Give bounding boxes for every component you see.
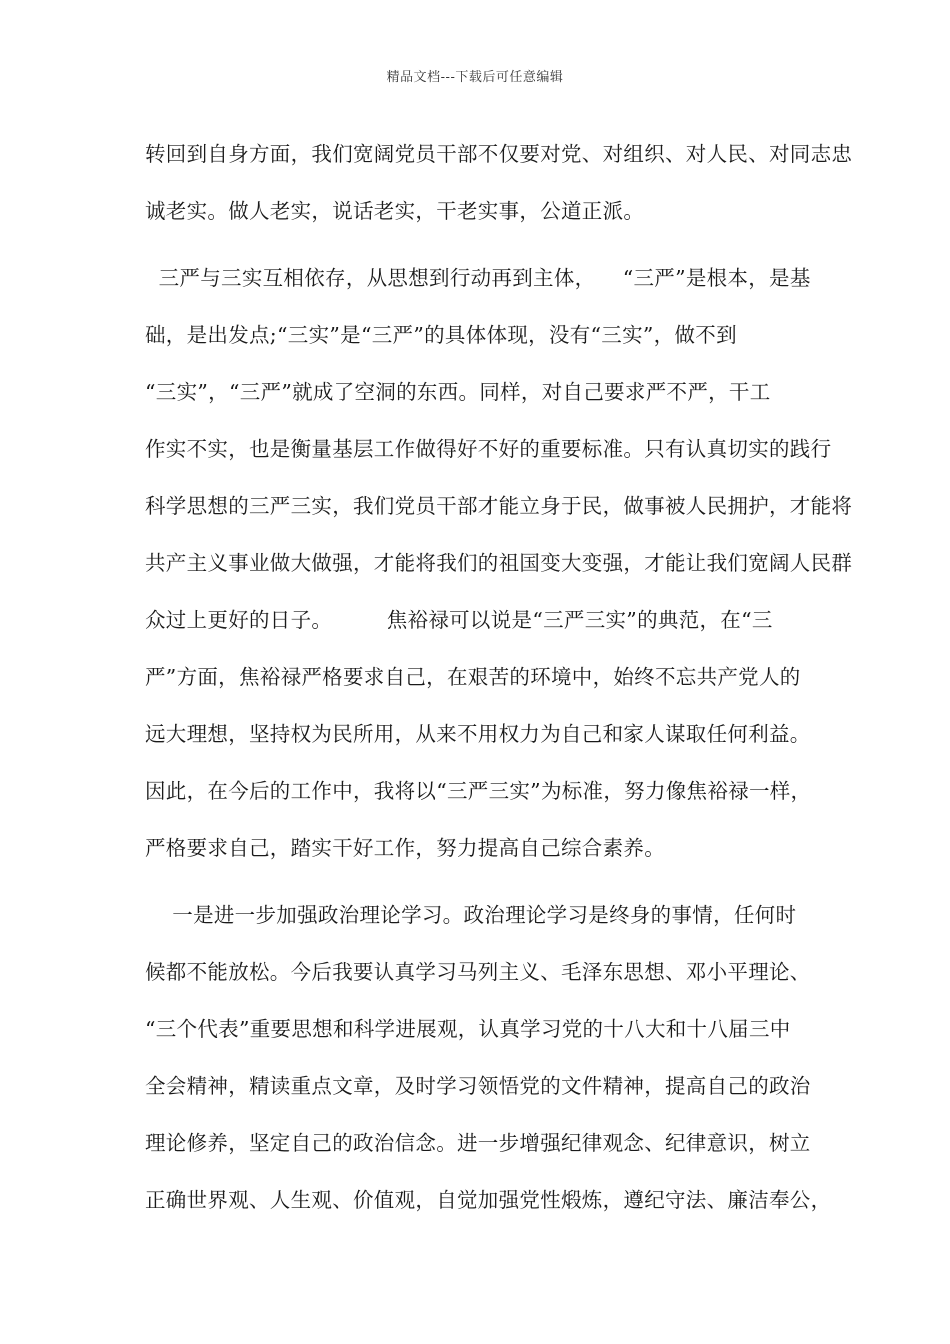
text-line: “三个代表”重要思想和科学进展观，认真学习党的十八大和十八届三中: [145, 1017, 791, 1041]
text-line: 严”方面，焦裕禄严格要求自己，在艰苦的环境中，始终不忘共产党人的: [145, 665, 801, 689]
text-line: 众过上更好的日子。 焦裕禄可以说是“三严三实”的典范，在“三: [145, 608, 773, 632]
text-line: 科学思想的三严三实，我们党员干部才能立身于民，做事被人民拥护，才能将: [145, 494, 853, 518]
text-line: 因此，在今后的工作中，我将以“三严三实”为标准，努力像焦裕禄一样，: [145, 779, 812, 803]
text-line: 全会精神，精读重点文章，及时学习领悟党的文件精神，提高自己的政治: [145, 1074, 811, 1098]
text-line: 候都不能放松。今后我要认真学习马列主义、毛泽东思想、邓小平理论、: [145, 960, 811, 984]
paragraph-1: [145, 126, 853, 240]
paragraph-2: [145, 250, 853, 877]
document-body: [145, 126, 853, 1229]
text-line: “三实”，“三严”就成了空洞的东西。同样，对自己要求严不严，干工: [145, 380, 771, 404]
text-line: 三严与三实互相依存，从思想到行动再到主体， “三严”是根本，是基: [145, 266, 811, 290]
text-line: 一是进一步加强政治理论学习。政治理论学习是终身的事情，任何时: [145, 903, 797, 927]
text-line: 作实不实，也是衡量基层工作做得好不好的重要标准。只有认真切实的践行: [145, 437, 832, 461]
paragraph-3: [145, 887, 832, 1229]
text-line: 正确世界观、人生观、价值观，自觉加强党性煅炼，遵纪守法、廉洁奉公，: [145, 1188, 832, 1212]
text-line: 严格要求自己，踏实干好工作，努力提高自己综合素养。: [145, 836, 665, 860]
text-line: 理论修养，坚定自己的政治信念。进一步增强纪律观念、纪律意识，树立: [145, 1131, 811, 1155]
text-line: 础，是出发点;“三实”是“三严”的具体体现，没有“三实”，做不到: [145, 323, 737, 347]
text-line: 诚老实。做人老实，说话老实，干老实事，公道正派。: [145, 199, 645, 223]
text-line: 远大理想，坚持权为民所用，从来不用权力为自己和家人谋取任何利益。: [145, 722, 811, 746]
text-line: 转回到自身方面，我们宽阔党员干部不仅要对党、对组织、对人民、对同志忠: [145, 142, 853, 166]
page-header: 精品文档---下载后可任意编辑: [386, 70, 564, 85]
text-line: 共产主义事业做大做强，才能将我们的祖国变大变强，才能让我们宽阔人民群: [145, 551, 853, 575]
